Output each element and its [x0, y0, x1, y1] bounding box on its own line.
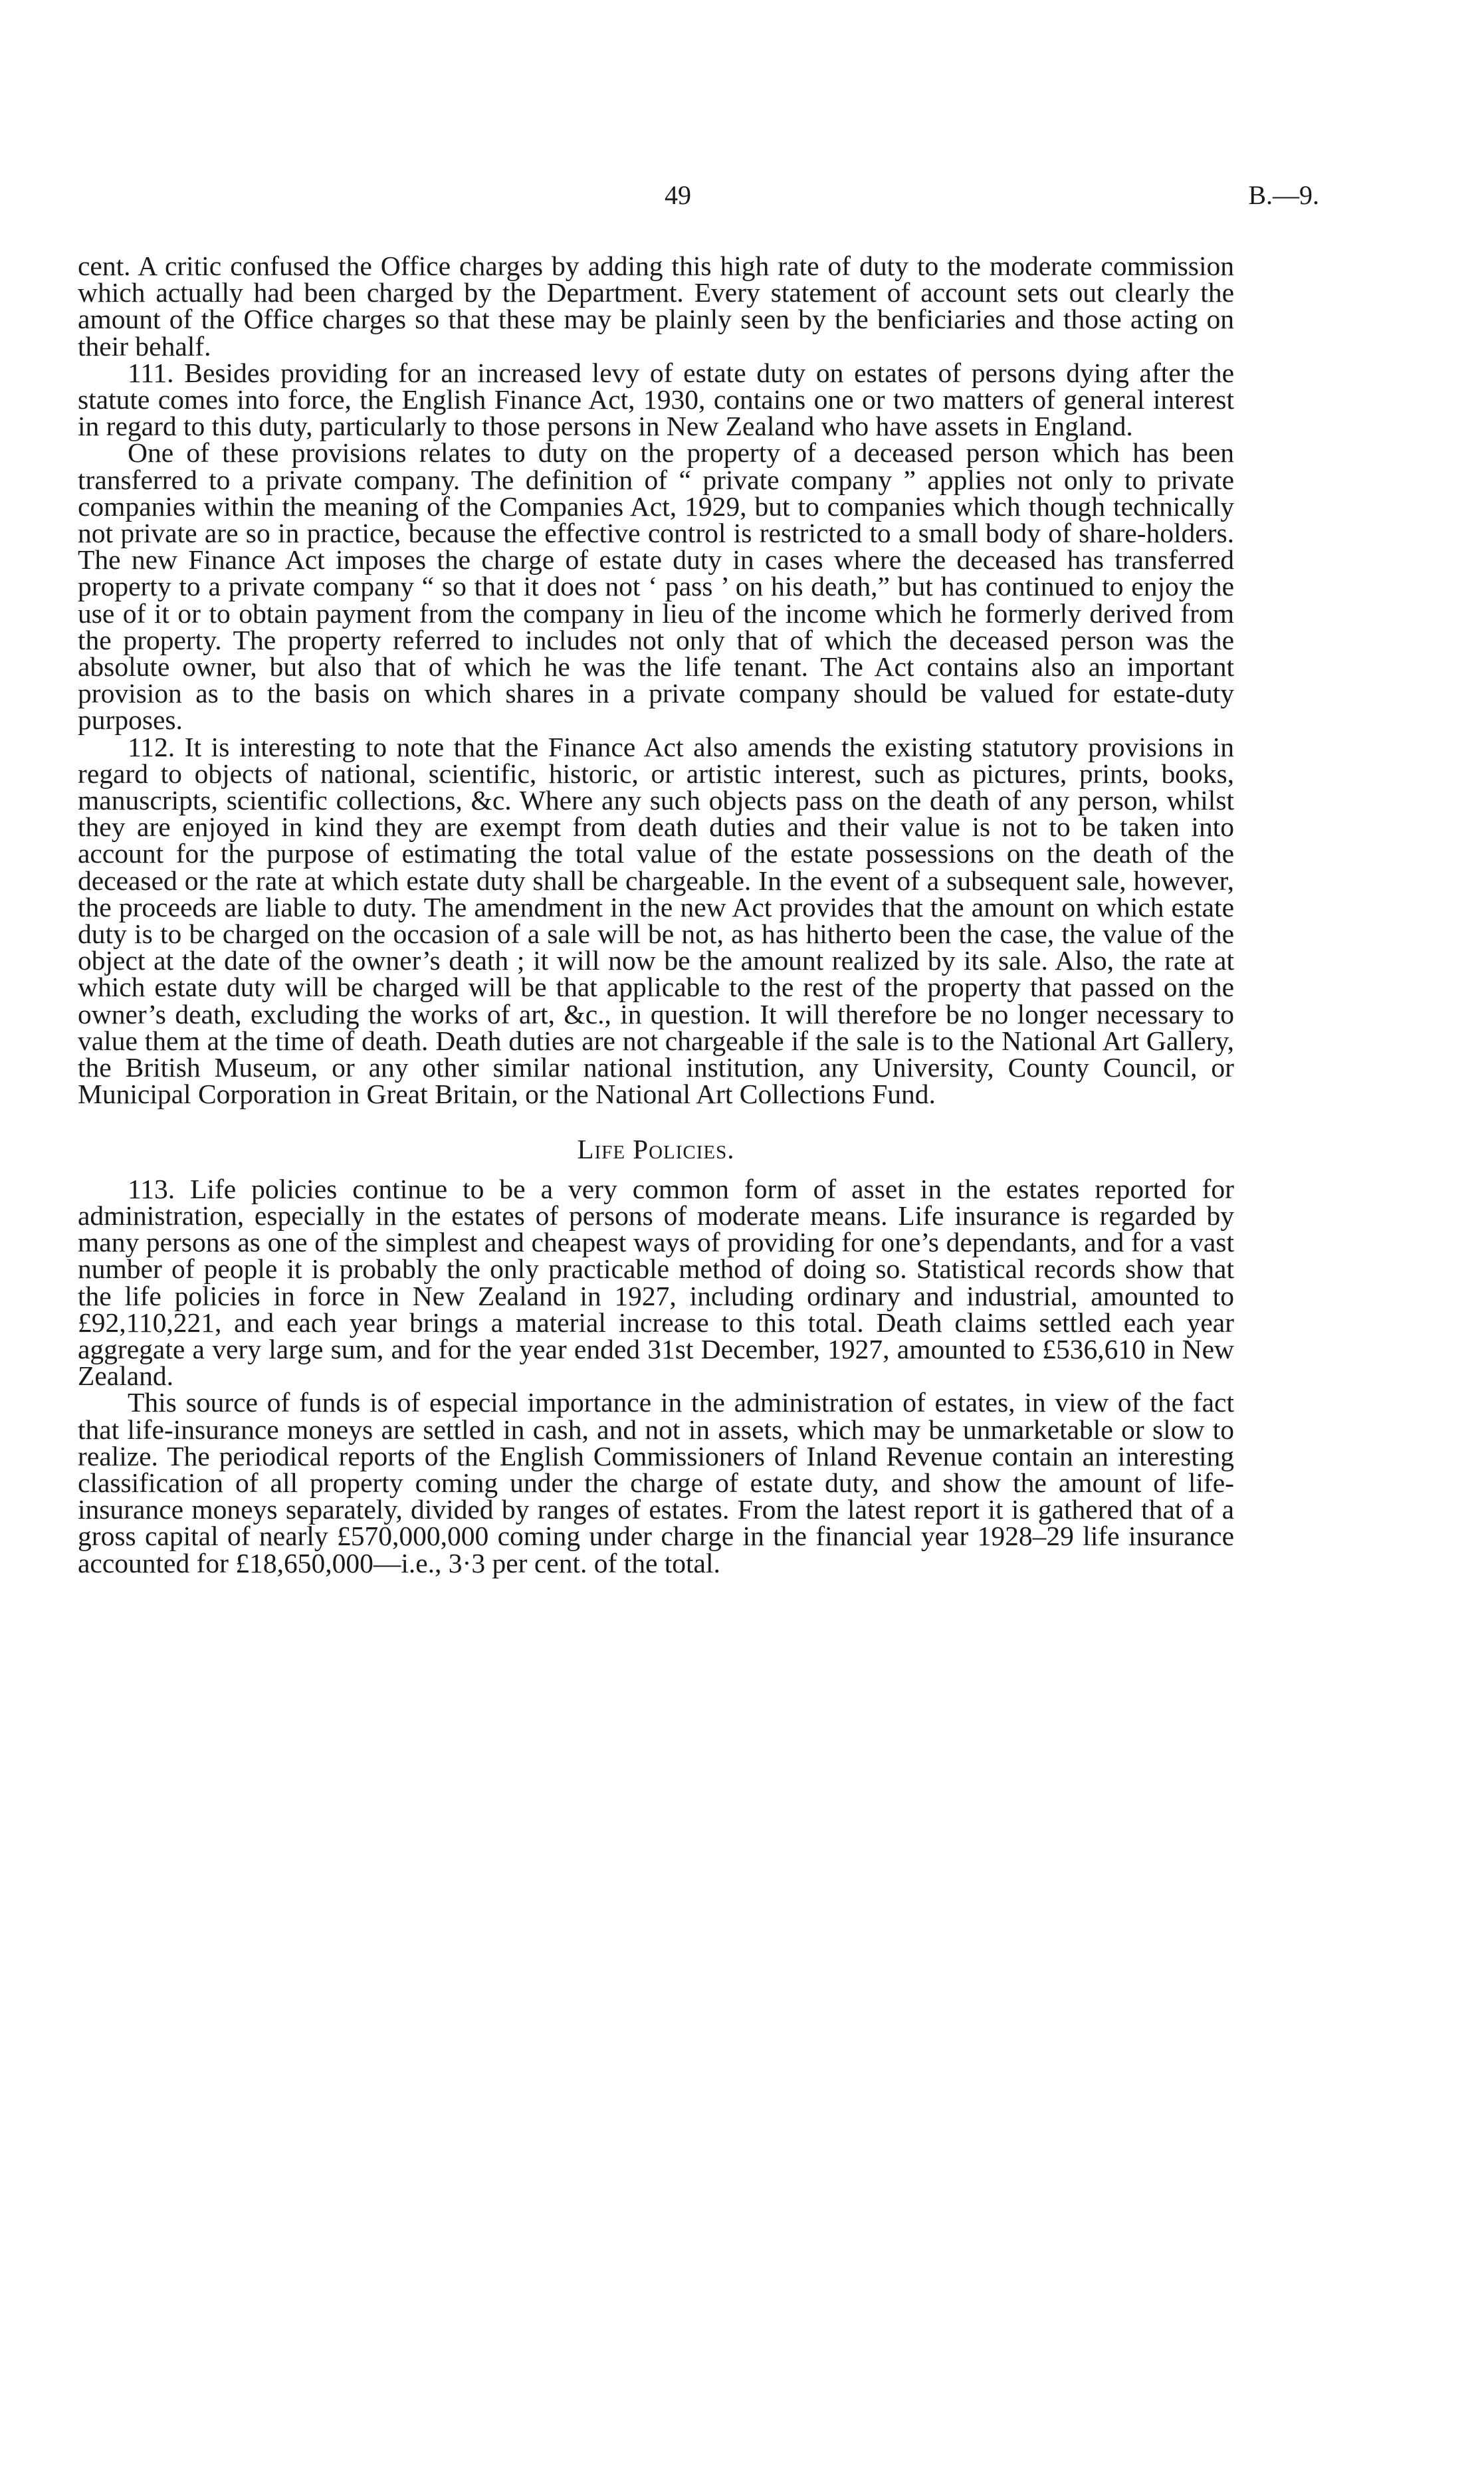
page-header — [0, 179, 1484, 219]
paragraph-private-company: One of these provisions relates to duty on the property of a deceased person which has been transferred to a private company. The definition of “ private company ” applies not only to private companies within the meaning of the Companies Act, 1929, but to companies which though technically not private are so in practice, because the effective control is restricted to a small body of share-holders. The new Finance Act imposes the charge of estate duty in cases where the deceased has transferred property to a private company “ so that it does not ‘ pass ’ on his death,” but has continued to enjoy the use of it or to obtain payment from the company in lieu of the income which he formerly derived from the property. The property referred to includes not only that of which the deceased person was the absolute owner, but also that of which he was the life tenant. The Act contains also an important provision as to the basis on which shares in a private company should be valued for estate-duty purposes. — [78, 437, 1234, 736]
paragraph-113: 113. Life policies continue to be a very common form of asset in the estates reported for administration, especially in the estates of persons of moderate means. Life insurance is regarded by many persons as one of the simplest and cheapest ways of providing for one’s dependants, and for a vast number of people it is probably the only practicable method of doing so. Statistical records show that the life policies in force in New Zealand in 1927, including ordinary and industrial, amounted to £92,110,221, and each year brings a material increase to this total. Death claims settled each year aggregate a very large sum, and for the year ended 31st December, 1927, amounted to £536,610 in New Zealand. — [78, 1173, 1234, 1392]
document-body — [78, 253, 1234, 1576]
section-heading: Life Policies. — [577, 1133, 735, 1164]
series-reference: B.—9. — [1248, 180, 1319, 210]
paragraph-111: 111. Besides providing for an increased levy of estate duty on estates of persons dying after the statute comes into force, the English Finance Act, 1930, contains one or two matters of general interest in regard to this duty, particularly to those persons in New Zealand who have assets in England. — [78, 357, 1234, 442]
paragraph-112: 112. It is interesting to note that the Finance Act also amends the existing statutory provisions in regard to objects of national, scientific, historic, or artistic interest, such as pictures, prints, books, manuscripts, scientific collections, &c. Where any such objects pass on the death of any person, whilst they are enjoyed in kind they are exempt from death duties and their value is not to be taken into account for the purpose of estimating the total value of the estate possessions on the death of the deceased or the rate at which estate duty shall be chargeable. In the event of a subsequent sale, however, the proceeds are liable to duty. The amendment in the new Act provides that the amount on which estate duty is to be charged on the occasion of a sale will be not, as has hitherto been the case, the value of the object at the date of the owner’s death ; it will now be the amount realized by its sale. Also, the rate at which estate duty will be charged will be that applicable to the rest of the property that passed on the owner’s death, excluding the works of art, &c., in question. It will therefore be no longer necessary to value them at the time of death. Death duties are not chargeable if the sale is to the National Art Gallery, the British Museum, or any other similar national institution, any University, County Council, or Municipal Corporation in Great Britain, or the National Art Collections Fund. — [78, 731, 1234, 1110]
paragraph-continuation: cent. A critic confused the Office charges by adding this high rate of duty to the moderate commission which actually had been charged by the Department. Every statement of account sets out clearly the amount of the Office charges so that these may be plainly seen by the benficiaries and those acting on their behalf. — [78, 251, 1234, 362]
page-number: 49 — [665, 180, 691, 210]
paragraph-source-of-funds: This source of funds is of especial importance in the administration of estates, in view of the fact that life-insurance moneys are settled in cash, and not in assets, which may be unmarketable or slow to realize. The periodical reports of the English Commissioners of Inland Revenue contain an interesting classification of all property coming under the charge of estate duty, and show the amount of life-insurance moneys separately, divided by ranges of estates. From the latest report it is gathered that of a gross capital of nearly £570,000,000 coming under charge in the financial year 1928–29 life insurance accounted for £18,650,000—i.e., 3·3 per cent. of the total. — [78, 1387, 1234, 1578]
